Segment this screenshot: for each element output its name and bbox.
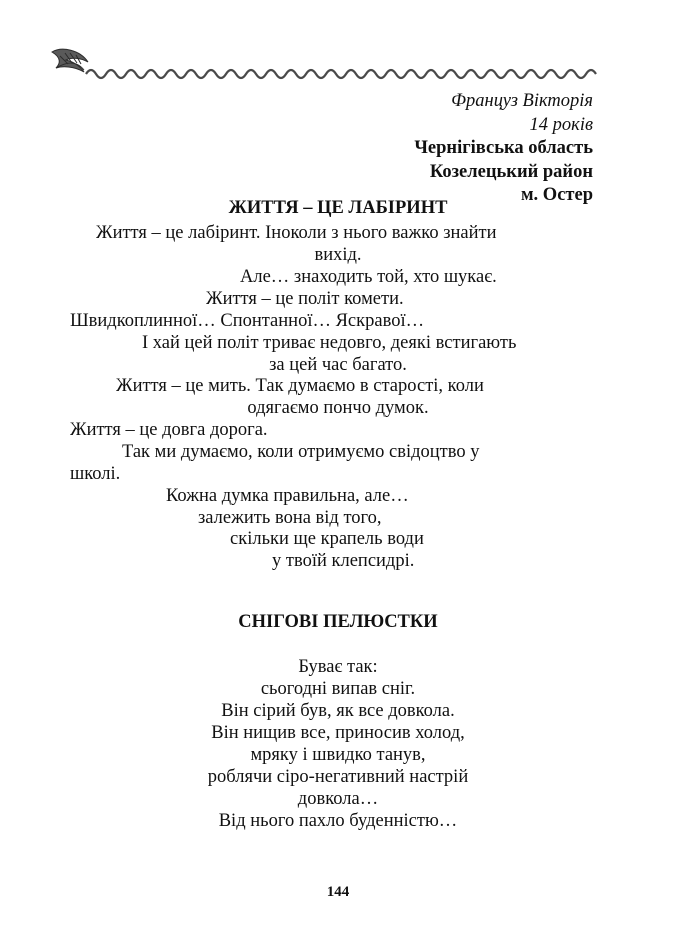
poem-line: Кожна думка правильна, але… [166, 486, 409, 506]
poem-line: Буває так: [298, 657, 378, 677]
quill-feather-wave-icon [50, 44, 600, 88]
page-number: 144 [326, 884, 350, 900]
poem-line: залежить вона від того, [198, 508, 382, 528]
author-region: Чернігівська область [414, 138, 593, 158]
poem-line: Життя – це мить. Так думаємо в старості, коли [116, 376, 484, 396]
author-town: м. Остер [520, 185, 593, 205]
poem-line: одягаємо пончо думок. [247, 398, 429, 418]
poem-line: у твоїй клепсидрі. [272, 551, 415, 571]
poem-line: Він нищив все, приносив холод, [211, 723, 465, 743]
poem-line: Швидкоплинної… Спонтанної… Яскравої… [70, 311, 425, 331]
author-age: 14 років [529, 114, 593, 135]
poem-title-snow-petals: СНІГОВІ ПЕЛЮСТКИ [238, 612, 438, 632]
poem-line: Життя – це лабіринт. Іноколи з нього важко знайти [96, 223, 497, 243]
poem-line: Життя – це довга дорога. [70, 420, 268, 440]
poem-line: мряку і швидко танув, [250, 745, 426, 765]
poem-line: Так ми думаємо, коли отримуємо свідоцтво у [122, 442, 480, 462]
author-name: Француз Вікторія [451, 91, 593, 111]
author-district: Козелецький район [429, 161, 593, 182]
poem-line: школі. [70, 464, 121, 484]
poem-title-life-labyrinth: ЖИТТЯ – ЦЕ ЛАБІРИНТ [228, 198, 448, 218]
poem-line: Але… знаходить той, хто шукає. [240, 267, 497, 287]
poem-line: Від нього пахло буденністю… [218, 811, 458, 831]
poem-line: скільки ще крапель води [230, 529, 424, 549]
poem-line: довкола… [297, 789, 379, 809]
poem-line: І хай цей політ триває недовго, деякі встигають [142, 333, 517, 353]
author-block [414, 90, 593, 208]
poem-line: Він сірий був, як все довкола. [221, 701, 455, 721]
poem-line: за цей час багато. [269, 355, 407, 375]
poem-line: вихід. [314, 245, 362, 265]
poem-line: Життя – це політ комети. [206, 289, 404, 309]
poem-line: сьогодні випав сніг. [260, 679, 416, 699]
poem-line: роблячи сіро-негативний настрій [207, 767, 469, 787]
